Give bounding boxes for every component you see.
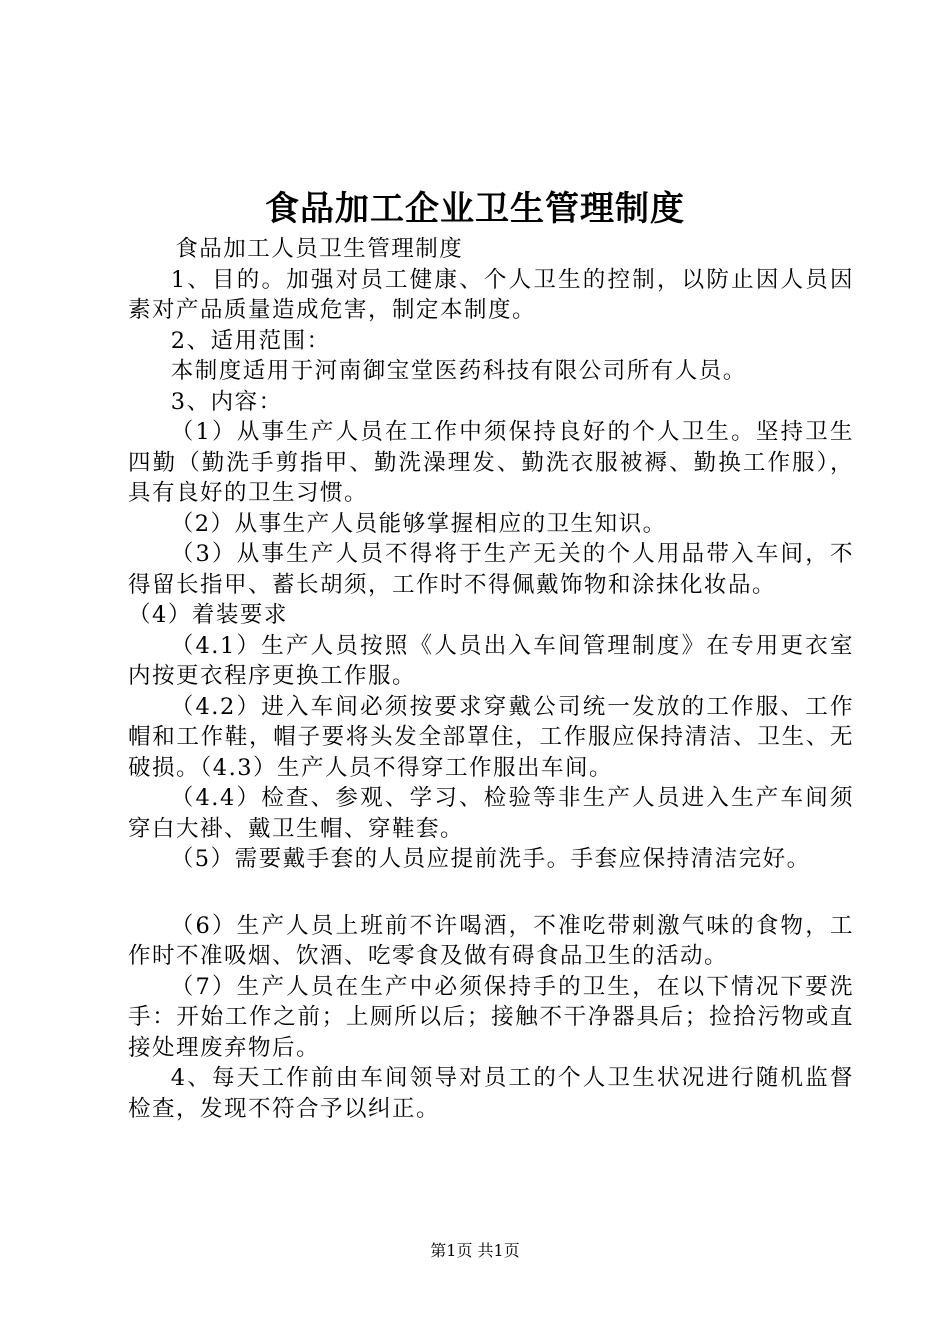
item-1-paragraph: （1）从事生产人员在工作中须保持良好的个人卫生。坚持卫生四勤（勤洗手剪指甲、勤洗澡理发、勤洗衣服被褥、勤换工作服），具有良好的卫生习惯。 bbox=[128, 419, 854, 506]
item-4-4-paragraph: （4.4）检查、参观、学习、检验等非生产人员进入生产车间须穿白大褂、戴卫生帽、穿鞋套。 bbox=[128, 785, 854, 842]
content-heading: 3、内容： bbox=[170, 388, 283, 415]
document-body bbox=[128, 234, 854, 1124]
item-5-paragraph: （5）需要戴手套的人员应提前洗手。手套应保持清洁完好。 bbox=[170, 846, 811, 872]
document-title: 食品加工企业卫生管理制度 bbox=[265, 189, 685, 229]
item-4-1-paragraph: （4.1）生产人员按照《人员出入车间管理制度》在专用更衣室内按更衣程序更换工作服。 bbox=[128, 632, 854, 689]
subtitle-paragraph: 食品加工人员卫生管理制度 bbox=[175, 236, 464, 262]
item-2-paragraph: （2）从事生产人员能够掌握相应的卫生知识。 bbox=[170, 510, 667, 537]
scope-paragraph: 本制度适用于河南御宝堂医药科技有限公司所有人员。 bbox=[170, 358, 747, 384]
item-4-2-paragraph: （4.2）进入车间必须按要求穿戴公司统一发放的工作服、工作帽和工作鞋，帽子要将头发全部罩住，工作服应保持清洁、卫生、无破损。（4.3）生产人员不得穿工作服出车间。 bbox=[128, 693, 854, 781]
page-number-footer: 第1页 共1页 bbox=[430, 1241, 520, 1260]
item-4-heading: （4）着装要求 bbox=[128, 602, 288, 628]
item-7-paragraph: （7）生产人员在生产中必须保持手的卫生，在以下情况下要洗手：开始工作之前；上厕所以后；接触不干净器具后；捡拾污物或直接处理废弃物后。 bbox=[128, 973, 854, 1061]
scope-heading: 2、适用范围： bbox=[170, 327, 331, 354]
item-6-paragraph: （6）生产人员上班前不许喝酒，不准吃带刺激气味的食物，工作时不准吸烟、饮酒、吃零食及做有碍食品卫生的活动。 bbox=[128, 912, 854, 969]
section-4-paragraph: 4、每天工作前由车间领导对员工的个人卫生状况进行随机监督检查，发现不符合予以纠正。 bbox=[128, 1065, 854, 1122]
item-3-paragraph: （3）从事生产人员不得将于生产无关的个人用品带入车间，不得留长指甲、蓄长胡须，工作时不得佩戴饰物和涂抹化妆品。 bbox=[128, 541, 854, 598]
blank-line bbox=[128, 875, 854, 911]
purpose-paragraph: 1、目的。加强对员工健康、个人卫生的控制，以防止因人员因素对产品质量造成危害，制定本制度。 bbox=[128, 266, 854, 323]
